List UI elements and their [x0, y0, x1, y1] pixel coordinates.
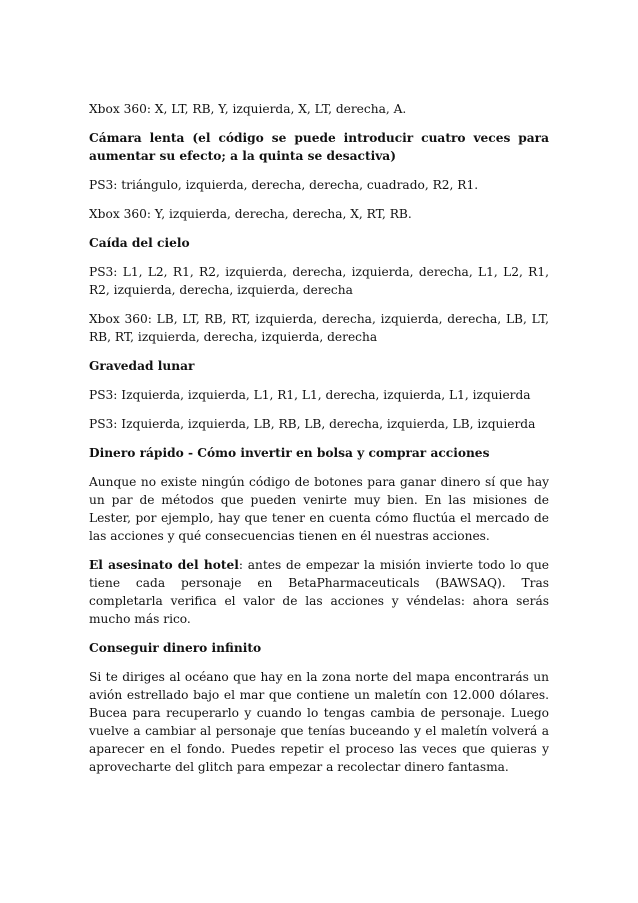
- heading-infinite-money: Conseguir dinero infinito: [89, 641, 262, 655]
- heading-sky-fall: Caída del cielo: [89, 236, 190, 250]
- hotel-assassination-paragraph: [89, 556, 549, 628]
- quick-money-paragraph: Aunque no existe ningún código de botones para ganar dinero sí que hay un par de métodos que pueden venirte muy bien. En las misiones de Lester, por ejemplo, hay que tener en cuenta cómo fluctúa el mercado de las acciones y qué consecuencias tienen en él nuestras acciones.: [89, 475, 549, 543]
- moon-gravity-code-2: PS3: Izquierda, izquierda, LB, RB, LB, derecha, izquierda, LB, izquierda: [89, 417, 536, 431]
- document-body: [89, 100, 549, 787]
- infinite-money-paragraph: Si te diriges al océano que hay en la zona norte del mapa encontrarás un avión estrellado bajo el mar que contiene un maletín con 12.000 dólares. Bucea para recuperarlo y cuando lo tengas cambia de personaje. Luego vuelve a cambiar al personaje que tenías buceando y el maletín volverá a aparecer en el fondo. Puedes repetir el proceso las veces que quieras y aprovecharte del glitch para empezar a recolectar dinero fantasma.: [89, 670, 549, 774]
- xbox-slowdown-code: Xbox 360: X, LT, RB, Y, izquierda, X, LT, derecha, A.: [89, 102, 407, 116]
- heading-quick-money: Dinero rápido - Cómo invertir en bolsa y comprar acciones: [89, 446, 490, 460]
- heading-slow-motion: Cámara lenta (el código se puede introducir cuatro veces para aumentar su efecto; a la quinta se desactiva): [89, 131, 549, 163]
- moon-gravity-code-1: PS3: Izquierda, izquierda, L1, R1, L1, derecha, izquierda, L1, izquierda: [89, 388, 531, 402]
- sky-fall-xbox-code: Xbox 360: LB, LT, RB, RT, izquierda, derecha, izquierda, derecha, LB, LT, RB, RT, izquierda, derecha, izquierda, derecha: [89, 312, 549, 344]
- slow-motion-xbox-code: Xbox 360: Y, izquierda, derecha, derecha, X, RT, RB.: [89, 207, 412, 221]
- heading-moon-gravity: Gravedad lunar: [89, 359, 195, 373]
- hotel-assassination-text: : antes de empezar la misión invierte todo lo que tiene cada personaje en BetaPharmaceuticals (BAWSAQ). Tras completarla verifica el valor de las acciones y véndelas: ahora serás mucho más rico.: [89, 558, 550, 626]
- slow-motion-ps3-code: PS3: triángulo, izquierda, derecha, derecha, cuadrado, R2, R1.: [89, 178, 479, 192]
- hotel-assassination-title: El asesinato del hotel: [89, 558, 239, 572]
- sky-fall-ps3-code: PS3: L1, L2, R1, R2, izquierda, derecha, izquierda, derecha, L1, L2, R1, R2, izquierda, derecha, izquierda, derecha: [89, 265, 549, 297]
